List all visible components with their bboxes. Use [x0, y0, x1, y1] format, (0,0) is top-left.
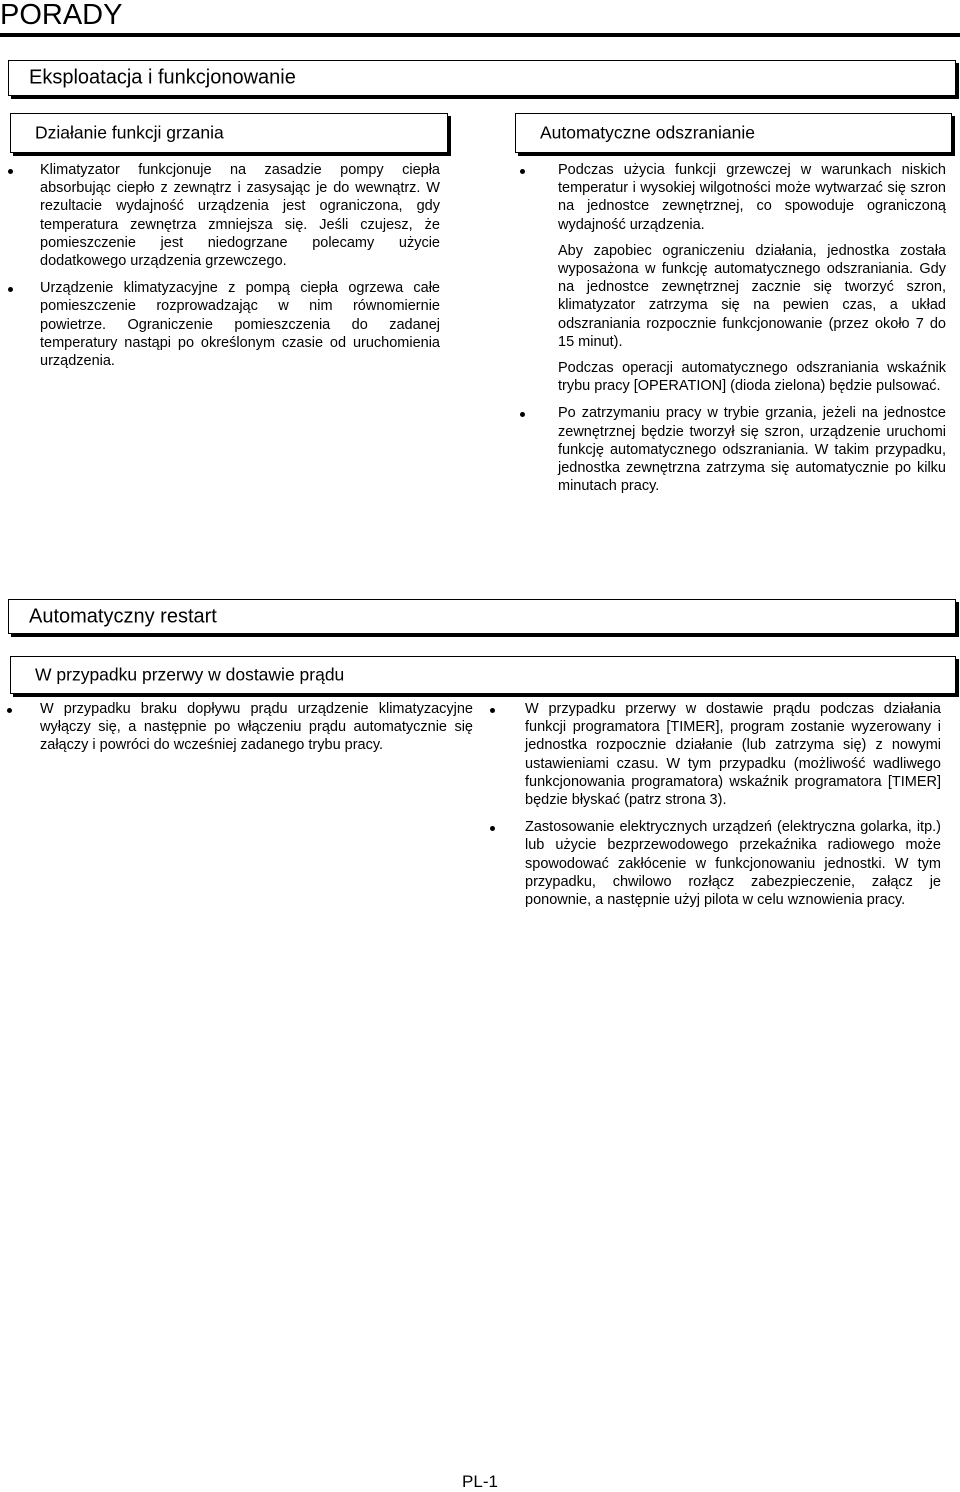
- subsection-title: Działanie funkcji grzania: [35, 122, 224, 143]
- bullet-icon: [8, 287, 13, 292]
- section-header-restart: [8, 599, 956, 634]
- bullet-icon: [8, 169, 13, 174]
- subsection-title: Automatyczne odszranianie: [540, 122, 755, 143]
- power-right-list: [525, 700, 941, 909]
- section-title: Automatyczny restart: [29, 605, 217, 627]
- list-item: [558, 161, 946, 395]
- list-item: [40, 279, 440, 370]
- bullet-icon: [520, 412, 525, 417]
- paragraph: Klimatyzator funkcjonuje na zasadzie pompy ciepła absorbując ciepło z zewnątrz i zasysając je do wewnątrz. W rezultacie wydajność urządzenia jest ograniczona, gdy temperatura zewnętrza zmniejsza się. Jeśli czujesz, że pomieszczenie jest niedogrzane polecamy użycie dodatkowego urządzenia grzewczego.: [40, 162, 440, 270]
- paragraph: Po zatrzymaniu pracy w trybie grzania, jeżeli na jednostce zewnętrznej będzie tworzył się szron, urządzenie uruchomi funkcję automatycznego odszraniania. W takim przypadku, jednostka zewnętrzna zatrzyma się automatycznie po kilku minutach pracy.: [558, 405, 946, 495]
- list-item: [525, 700, 941, 809]
- subsection-header-power: [10, 656, 956, 694]
- list-item: [525, 818, 941, 909]
- paragraph: Podczas użycia funkcji grzewczej w warunkach niskich temperatur i wysokiej wilgotności może wytwarzać się szron na jednostce zewnętrznej, co spowoduje ograniczoną wydajność urządzenia.: [558, 162, 946, 233]
- paragraph: Zastosowanie elektrycznych urządzeń (elektryczna golarka, itp.) lub użycie bezprzewodowego przekaźnika radiowego może spowodować zakłócenie w funkcjonowaniu jednostki. W tym przypadku, chwilowo rozłącz zabezpieczenie, załącz je ponownie, a następnie użyj pilota w celu wznowienia pracy.: [525, 819, 941, 909]
- subsection-header-defrost: [515, 113, 952, 153]
- paragraph: Urządzenie klimatyzacyjne z pompą ciepła ogrzewa całe pomieszczenie rozprowadzając w nim równomiernie powietrze. Ograniczenie pomieszczenia do zadanej temperatury nastąpi po określonym czasie od uruchomienia urządzenia.: [40, 280, 440, 370]
- section-header-operation: [8, 60, 956, 96]
- paragraph: Aby zapobiec ograniczeniu działania, jednostka została wyposażona w funkcję automatycznego odszraniania. Gdy na jednostce zewnętrznej zacznie się tworzyć szron, klimatyzator zatrzyma się na pewien czas, a układ odszraniania rozpocznie funkcjonowanie (przez około 7 do 15 minut).: [558, 242, 946, 350]
- page-number: PL-1: [462, 1472, 498, 1491]
- page-title: PORADY: [0, 0, 123, 31]
- list-item: [558, 404, 946, 495]
- defrost-list: [558, 161, 946, 495]
- bullet-icon: [490, 826, 495, 831]
- power-left-list: [40, 700, 473, 755]
- bullet-icon: [7, 708, 12, 713]
- bullet-icon: [490, 708, 495, 713]
- section-title: Eksploatacja i funkcjonowanie: [29, 66, 296, 89]
- heating-list: [40, 161, 440, 370]
- paragraph: W przypadku braku dopływu prądu urządzenie klimatyzacyjne wyłączy się, a następnie po włączeniu prądu automatycznie się załączy i powróci do wcześniej zadanego trybu pracy.: [40, 701, 473, 754]
- subsection-title: W przypadku przerwy w dostawie prądu: [35, 664, 345, 685]
- list-item: [40, 700, 473, 755]
- subsection-header-heating: [10, 113, 448, 153]
- paragraph: W przypadku przerwy w dostawie prądu podczas działania funkcji programatora [TIMER], program zostanie wyzerowany i jednostka rozpocznie działanie (lub zatrzyma się) z nowymi ustawieniami czasu. W tym przypadku (możliwość wadliwego funkcjonowania programatora) wskaźnik programatora [TIMER] będzie błyskać (patrz strona 3).: [525, 701, 941, 809]
- bullet-icon: [520, 169, 525, 174]
- paragraph: Podczas operacji automatycznego odszraniania wskaźnik trybu pracy [OPERATION] (dioda zielona) będzie pulsować.: [558, 360, 946, 395]
- list-item: [40, 161, 440, 270]
- title-rule: [0, 33, 960, 37]
